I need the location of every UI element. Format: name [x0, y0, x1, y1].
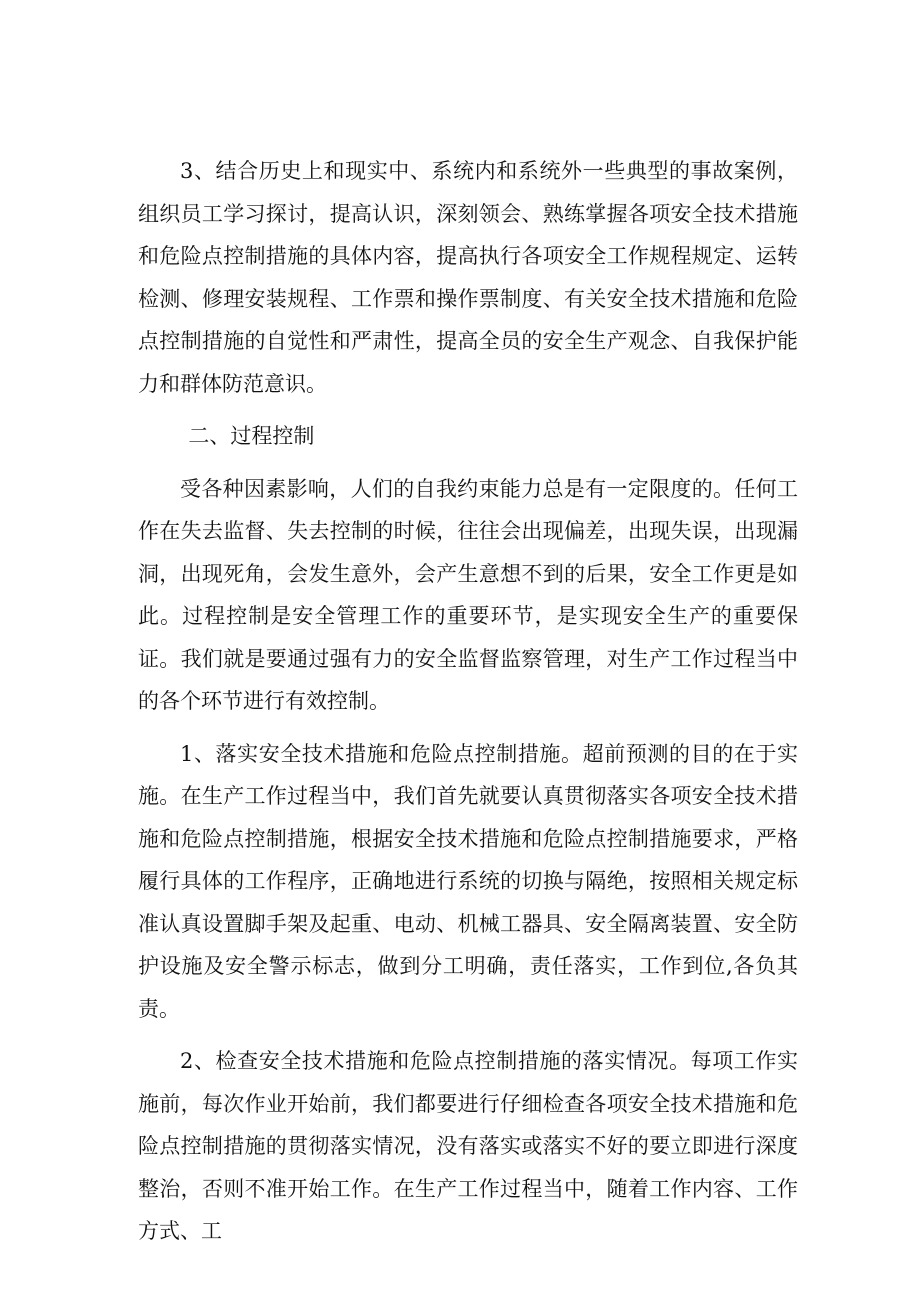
- paragraph-item-1: 1、落实安全技术措施和危险点控制措施。超前预测的目的在于实施。在生产工作过程当中，我们首先就要认真贯彻落实各项安全技术措施和危险点控制措施，根据安全技术措施和危险点控制措施要求，严格履行具体的工作程序，正确地进行系统的切换与隔绝，按照相关规定标准认真设置脚手架及起重、电动、机械工器具、安全隔离装置、安全防护设施及安全警示标志，做到分工明确，责任落实，工作到位,各负其责。: [138, 741, 798, 1021]
- section-heading-process-control: 二、过程控制: [188, 424, 315, 448]
- paragraph-item-3: 3、结合历史上和现实中、系统内和系统外一些典型的事故案例，组织员工学习探讨，提高认识，深刻领会、熟练掌握各项安全技术措施和危险点控制措施的具体内容，提高执行各项安全工作规程规定、运转检测、修理安装规程、工作票和操作票制度、有关安全技术措施和危险点控制措施的自觉性和严肃性，提高全员的安全生产观念、自我保护能力和群体防范意识。: [138, 159, 798, 396]
- paragraph-process-control-intro: 受各种因素影响，人们的自我约束能力总是有一定限度的。任何工作在失去监督、失去控制的时候，往往会出现偏差，出现失误，出现漏洞，出现死角，会发生意外，会产生意想不到的后果，安全工作更是如此。过程控制是安全管理工作的重要环节，是实现安全生产的重要保证。我们就是要通过强有力的安全监督监察管理，对生产工作过程当中的各个环节进行有效控制。: [138, 476, 798, 713]
- document-body: [138, 150, 798, 1253]
- paragraph-item-2: 2、检查安全技术措施和危险点控制措施的落实情况。每项工作实施前，每次作业开始前，我们都要进行仔细检查各项安全技术措施和危险点控制措施的贯彻落实情况，没有落实或落实不好的要立即进行深度整治，否则不准开始工作。在生产工作过程当中，随着工作内容、工作方式、工: [138, 1049, 798, 1243]
